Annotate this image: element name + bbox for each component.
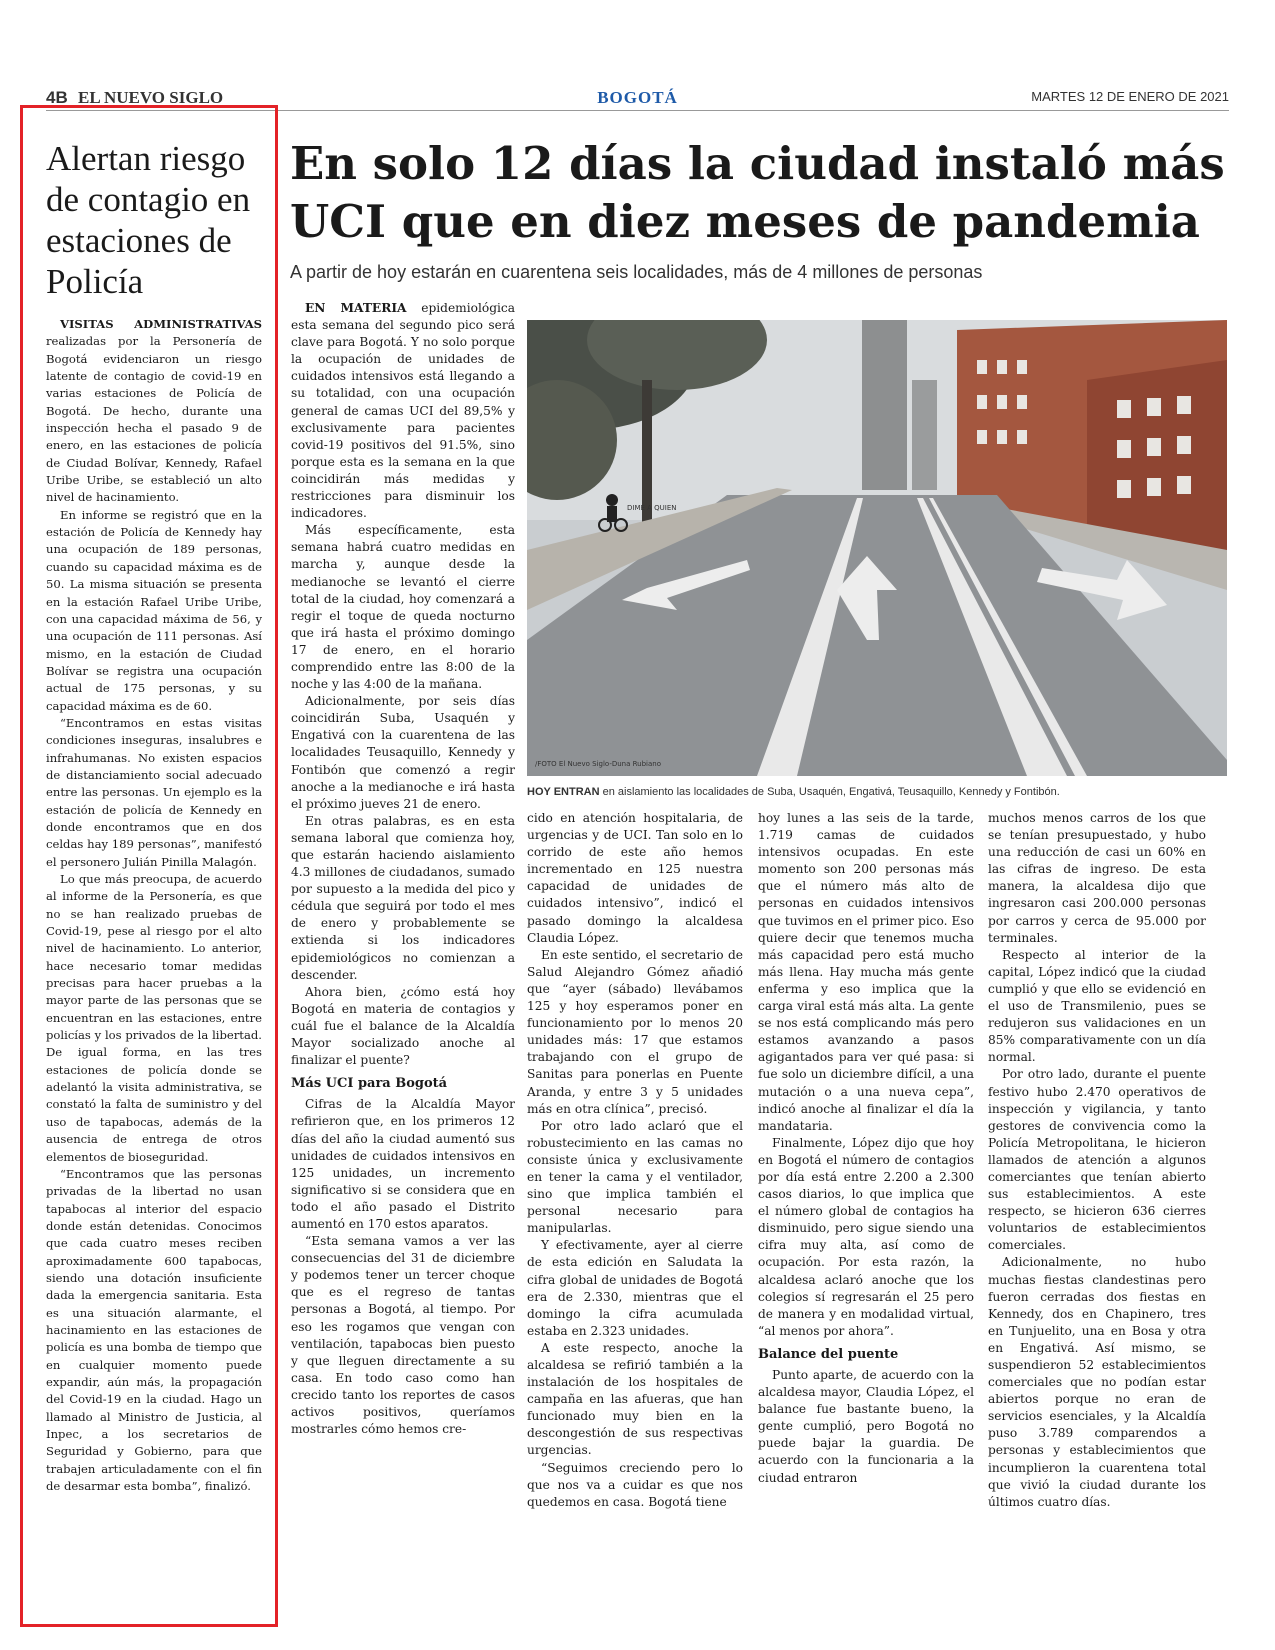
street-photo-image bbox=[527, 320, 1227, 776]
article-paragraph: Cifras de la Alcaldía Mayor refirieron que, en los primeros 12 días del año la ciudad aumentó sus unidades de cuidados intensivos en 125 unidades, un incremento significativo si se considera que en todo el año pasado el Distrito aumentó en 170 estos aparatos. bbox=[291, 1097, 515, 1231]
sidebar-paragraph: “Encontramos que las personas privadas de la libertad no usan tapabocas al interior del espacio donde están detenidas. Conocimos que cada cuatro meses reciben aproximadamente 600 tapabocas, siendo una dotación insuficiente dada la emergencia sanitaria. Esta es una situación alarmante, el hacinamiento en las estaciones de policía es una bomba de tiempo que en cualquier momento puede expandir, aún más, la propagación del Covid-19 en la ciudad. Hago un llamado al Ministro de Justicia, al Inpec, a los secretarios de Seguridad y Gobierno, para que trabajen articuladamente con el fin de desarmar esta bomba”, finalizó. bbox=[46, 1166, 262, 1494]
article-paragraph: Más específicamente, esta semana habrá cuatro medidas en marcha y, aunque desde la medianoche se levantó el cierre total de la ciudad, hoy comenzará a regir el toque de queda nocturno que irá hasta el próximo domingo 17 de enero, en el horario comprendido entre las 8:00 de la noche y las 4:00 de la mañana. bbox=[291, 523, 515, 692]
sidebar-title: Alertan riesgo de contagio en estaciones de Policía bbox=[46, 139, 251, 301]
sidebar-lead: VISITAS ADMINISTRATIVAS bbox=[60, 317, 262, 331]
article-paragraph: Por otro lado, durante el puente festivo hubo 2.470 operativos de inspección y vigilancia, y tanto gestores de convivencia como la Policía Metropolitana, le hicieron llamados de atención a algunos comerciantes que tenían abierto sus establecimientos. A este respecto, se hicieron 636 cierres voluntarios de establecimientos comerciales. bbox=[988, 1067, 1206, 1253]
article-paragraph: Adicionalmente, no hubo muchas fiestas clandestinas pero fueron cerradas dos fiestas en Kennedy, dos en Chapinero, tres en Tunjuelito, una en Bosa y otra en Engativá. Así mismo, se suspendieron 52 establecimientos comerciales que no podían estar abiertos porque no eran de servicios esenciales, y la Alcaldía puso 3.789 comparendos a personas y establecimientos que incumplieron la cuarentena total que vivió la ciudad durante los últimos cuatro días. bbox=[988, 1255, 1206, 1509]
sidebar-paragraph: VISITAS ADMINISTRATIVAS realizadas por la Personería de Bogotá evidenciaron un riesgo latente de contagio de covid-19 en varias estaciones de Policía de Bogotá. De hecho, durante una inspección hecha el pasado 9 de enero, en las estaciones de policía de Ciudad Bolívar, Kennedy, Rafael Uribe Uribe, se estableció un alto nivel de hacinamiento. bbox=[46, 317, 262, 505]
article-paragraph: muchos menos carros de los que se tenían presupuestado, y hubo una reducción de casi un 60% en las cifras de ingreso. De esta manera, la alcaldesa dijo que ingresaron casi 200.000 personas por carros y cerca de 95.000 por terminales. bbox=[988, 811, 1206, 945]
street-photo bbox=[527, 320, 1227, 776]
sidebar-article bbox=[46, 138, 262, 1495]
article-paragraph: hoy lunes a las seis de la tarde, 1.719 camas de cuidados intensivos ocupadas. En este momento son 200 personas más que el número más alto de personas en cuidados intensivos que tuvimos en el primer pico. Eso quiere decir que tenemos mucha más capacidad pero está mucho más llena. Hay mucha más gente enferma y eso implica que la carga viral está más alta. La gente se nos está complicando más pero estamos avanzando a pasos agigantados para ver qué pasa: si fue solo un diciembre difícil, a una mutación o a una nueva cepa”, indicó anoche al finalizar el día la mandataria. bbox=[758, 811, 974, 1133]
caption-text: en aislamiento las localidades de Suba, Usaquén, Engativá, Teusaquillo, Kennedy y Fontibón. bbox=[599, 786, 1060, 798]
subheading: Más UCI para Bogotá bbox=[291, 1076, 448, 1092]
photo-caption bbox=[527, 786, 1227, 798]
article-paragraph: En otras palabras, es en esta semana laboral que comienza hoy, que estarán haciendo aislamiento 4.3 millones de ciudadanos, sumado por supuesto a la medida del pico y cédula que seguirá por todo el mes de enero y probablemente se extienda si los indicadores epidemiológicos no comienzan a descender. bbox=[291, 813, 515, 982]
article-paragraph: Respecto al interior de la capital, López indicó que la ciudad cumplió y que ello se evidenció en el uso de Transmilenio, pues se redujeron sus validaciones en un 85% comparativamente con un día normal. bbox=[988, 947, 1206, 1065]
newspaper-name: EL NUEVO SIGLO bbox=[77, 88, 224, 107]
sidebar-paragraph: En informe se registró que en la estación de Policía de Kennedy hay una ocupación de 189 personas, cuando su capacidad máxima es de 50. La misma situación se presenta en la estación Rafael Uribe Uribe, con una capacidad máxima de 56, y una ocupación de 111 personas. Así mismo, en la estación de Ciudad Bolívar se registra una ocupación actual de 175 personas, y su capacidad máxima es de 60. bbox=[46, 507, 262, 713]
sidebar-body bbox=[46, 316, 262, 1495]
article-paragraph: En este sentido, el secretario de Salud Alejandro Gómez añadió que “ayer (sábado) llevábamos 125 y hoy esperamos poner en funcionamiento por lo menos 20 unidades más: 17 que estamos trabajando con el grupo de Sanitas para ponerlas en Puente Aranda, y entre 3 y 5 unidades más en otra clínica”, precisó. bbox=[527, 947, 743, 1116]
main-headline: En solo 12 días la ciudad instaló más UCI que en diez meses de pandemia bbox=[290, 137, 1225, 248]
photo-credit: /FOTO El Nuevo Siglo-Duna Rubiano bbox=[535, 760, 662, 768]
article-paragraph: Por otro lado aclaró que el robustecimiento en las camas no consiste única y exclusivamente en tener la cama y el ventilador, sino que implica también el personal necesario para manipularlas. bbox=[527, 1118, 743, 1236]
sidebar-paragraph: Lo que más preocupa, de acuerdo al informe de la Personería, es que no se han realizado pruebas de Covid-19, pese al riesgo por el alto nivel de hacinamiento. Lo anterior, hace necesario tomar medidas precisas para hacer pruebas a la mayor parte de las personas que se encuentran en las estaciones, entre policías y los privados de la libertad. De igual forma, en las tres estaciones de policía donde se adelantó la visita administrativa, se constató la falta de suministro y del uso de tapabocas, además de la ausencia de entrega de otros elementos de bioseguridad. bbox=[46, 872, 262, 1164]
caption-lead: HOY ENTRAN bbox=[527, 786, 600, 798]
article-paragraph: cido en atención hospitalaria, de urgencias y de UCI. Tan solo en lo corrido de este año hemos incrementado en 125 nuestra capacidad de unidades de cuidados intensivo”, indicó el pasado domingo la alcaldesa Claudia López. bbox=[527, 811, 743, 945]
article-paragraph: A este respecto, anoche la alcaldesa se refirió también a la instalación de los hospitales de campaña en las afueras, que han funcionado muy bien en la descongestión de sus respectivas urgencias. bbox=[527, 1340, 743, 1458]
sidebar-paragraph: “Encontramos en estas visitas condiciones inseguras, insalubres e infrahumanas. No existen espacios de distanciamiento social adecuado entre las personas. Un ejemplo es la estación de policía de Kennedy en donde encontramos que en dos celdas hay 189 personas”, manifestó el personero Julián Pinilla Malagón. bbox=[46, 715, 262, 869]
article-paragraph: Adicionalmente, por seis días coincidirán Suba, Usaquén y Engativá con la cuarentena de las localidades Teusaquillo, Kennedy y Fontibón que comenzó a regir anoche a la medianoche e irá hasta el próximo jueves 21 de enero. bbox=[291, 694, 515, 811]
article-column-3 bbox=[758, 810, 974, 1487]
graffiti-text: DIME A QUIEN bbox=[627, 504, 677, 512]
article-paragraph: Punto aparte, de acuerdo con la alcaldesa mayor, Claudia López, el balance fue bastante bueno, la gente cumplió, pero Bogotá no puede bajar la guardia. De acuerdo con la funcionaria a la ciudad entraron bbox=[758, 1368, 974, 1485]
issue-date: MARTES 12 DE ENERO DE 2021 bbox=[1031, 89, 1229, 104]
article-paragraph: Finalmente, López dijo que hoy en Bogotá el número de contagios por día está entre 2.200 a 2.300 casos diarios, lo que implica que el número global de contagios ha disminuido, pero sigue siendo una cifra muy alta, así como de ocupación. Por esta razón, la alcaldesa aclaró anoche que los colegios sí regresarán el 25 pero de manera y en modalidad virtual, “al menos por ahora”. bbox=[758, 1135, 974, 1338]
article-column-1 bbox=[291, 300, 515, 1438]
article-column-2 bbox=[527, 810, 743, 1511]
article-paragraph: EN MATERIA epidemiológica esta semana del segundo pico será clave para Bogotá. Y no solo porque la ocupación de unidades de cuidados intensivos está llegando a su totalidad, con una ocupación general de camas UCI del 89,5% y exclusivamente para pacientes covid-19 positivos del 91.5%, sino porque esta es la semana en la que coincidirán más medidas y restricciones para disminuir los indicadores. bbox=[291, 301, 515, 521]
article-paragraph: Y efectivamente, ayer al cierre de esta edición en Saludata la cifra global de unidades de Bogotá era de 2.330, mientras que el domingo la cifra acumulada estaba en 2.323 unidades. bbox=[527, 1238, 743, 1338]
article-column-4 bbox=[988, 810, 1206, 1511]
article-paragraph: “Seguimos creciendo pero lo que nos va a cuidar es que nos quedemos en casa. Bogotá tiene bbox=[527, 1460, 743, 1509]
article-lead: EN MATERIA bbox=[305, 301, 407, 315]
subheading: Balance del puente bbox=[758, 1346, 899, 1362]
article-paragraph: “Esta semana vamos a ver las consecuencias del 31 de diciembre y podemos tener un tercer choque que es el regreso de tantas personas a Bogotá, al tiempo. Por eso les rogamos que vengan con ventilación, tapabocas bien puesto y que lleguen directamente a su casa. En todo caso como han crecido tanto los reportes de casos activos positivos, queríamos mostrarles cómo hemos cre- bbox=[291, 1234, 515, 1437]
page-number: 4B bbox=[46, 88, 68, 107]
article-paragraph: Ahora bien, ¿cómo está hoy Bogotá en materia de contagios y cuál fue el balance de la Alcaldía Mayor socializado anoche al finalizar el puente? bbox=[291, 984, 515, 1068]
main-deck: A partir de hoy estarán en cuarentena seis localidades, más de 4 millones de personas bbox=[290, 262, 983, 282]
section-name: BOGOTÁ bbox=[597, 88, 678, 107]
